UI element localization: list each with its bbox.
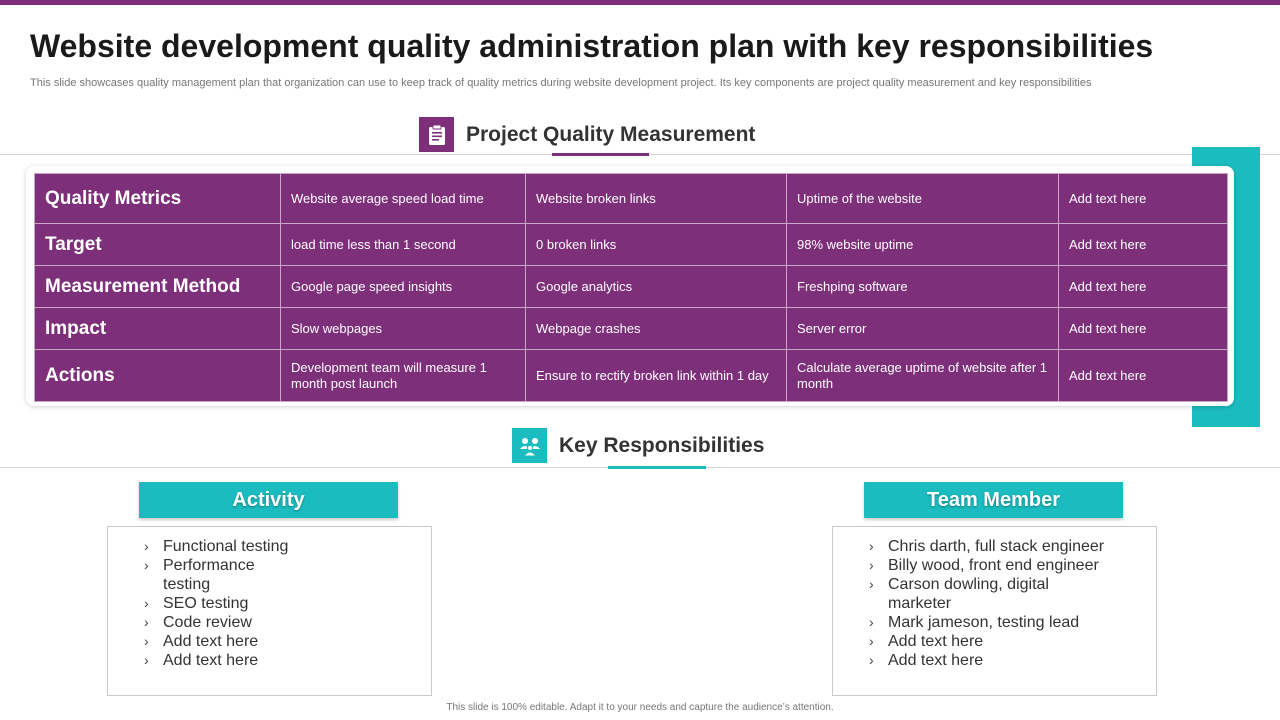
table-cell: Ensure to rectify broken link within 1 day	[526, 350, 787, 402]
team-member-list	[833, 527, 1156, 670]
quality-section-header	[419, 117, 755, 152]
chevron-right-icon: ›	[144, 652, 149, 668]
activity-list-box	[107, 526, 432, 696]
row-header: Quality Metrics	[35, 174, 281, 224]
list-item: › Code review	[144, 614, 252, 631]
table-cell: Google page speed insights	[281, 266, 526, 308]
activity-list	[108, 527, 431, 670]
row-header: Target	[35, 224, 281, 266]
table-cell: Uptime of the website	[787, 174, 1059, 224]
table-cell: 98% website uptime	[787, 224, 1059, 266]
table-cell: Webpage crashes	[526, 308, 787, 350]
chevron-right-icon: ›	[869, 538, 874, 554]
quality-title-underline	[552, 153, 649, 156]
chevron-right-icon: ›	[144, 595, 149, 611]
table-cell: Add text here	[1059, 308, 1228, 350]
list-item: › Add text here	[869, 633, 984, 650]
chevron-right-icon: ›	[869, 614, 874, 630]
chevron-right-icon: ›	[144, 614, 149, 630]
table-cell: 0 broken links	[526, 224, 787, 266]
responsibilities-section-header	[512, 428, 764, 463]
table-row	[35, 308, 1228, 350]
table-row	[35, 350, 1228, 402]
table-cell: Website broken links	[526, 174, 787, 224]
chevron-right-icon: ›	[869, 557, 874, 573]
row-header: Measurement Method	[35, 266, 281, 308]
list-item: › Chris darth, full stack engineer	[869, 538, 1105, 555]
table-cell: load time less than 1 second	[281, 224, 526, 266]
table-row	[35, 174, 1228, 224]
row-header: Actions	[35, 350, 281, 402]
list-item: › SEO testing	[144, 595, 249, 612]
table-cell: Add text here	[1059, 224, 1228, 266]
list-item: › Add text here	[144, 652, 259, 669]
team-member-list-box	[832, 526, 1157, 696]
footer-note: This slide is 100% editable. Adapt it to your needs and capture the audience’s attention.	[446, 702, 834, 713]
table-cell: Add text here	[1059, 350, 1228, 402]
table-cell: Add text here	[1059, 266, 1228, 308]
table-row	[35, 224, 1228, 266]
list-item: › Performance testing	[144, 557, 255, 593]
table-cell: Google analytics	[526, 266, 787, 308]
table-row	[35, 266, 1228, 308]
clipboard-icon	[419, 117, 454, 152]
responsibilities-section-title: Key Responsibilities	[559, 433, 765, 457]
chevron-right-icon: ›	[869, 633, 874, 649]
list-item: › Billy wood, front end engineer	[869, 557, 1099, 574]
table-cell: Development team will measure 1 month post launch	[281, 350, 526, 402]
table-cell: Server error	[787, 308, 1059, 350]
activity-header: Activity	[139, 482, 398, 518]
chevron-right-icon: ›	[144, 633, 149, 649]
top-accent-bar	[0, 0, 1280, 5]
row-header: Impact	[35, 308, 281, 350]
chevron-right-icon: ›	[144, 538, 149, 554]
table-cell: Freshping software	[787, 266, 1059, 308]
chevron-right-icon: ›	[869, 576, 874, 592]
table-cell: Slow webpages	[281, 308, 526, 350]
table-cell: Calculate average uptime of website after 1 month	[787, 350, 1059, 402]
list-item: › Carson dowling, digital marketer	[869, 576, 1049, 612]
team-icon	[512, 428, 547, 463]
team-member-header: Team Member	[864, 482, 1123, 518]
chevron-right-icon: ›	[869, 652, 874, 668]
list-item: › Functional testing	[144, 538, 289, 555]
responsibilities-title-underline	[608, 466, 706, 469]
list-item: › Add text here	[869, 652, 984, 669]
page-subtitle: This slide showcases quality management plan that organization can use to keep track of quality metrics during website development project. Its key components are project quality measurement and key responsibilities	[30, 77, 1092, 89]
chevron-right-icon: ›	[144, 557, 149, 573]
table-cell: Add text here	[1059, 174, 1228, 224]
list-item: › Add text here	[144, 633, 259, 650]
quality-measurement-table	[34, 173, 1228, 402]
table-cell: Website average speed load time	[281, 174, 526, 224]
page-title: Website development quality administration plan with key responsibilities	[30, 28, 1154, 64]
quality-section-title: Project Quality Measurement	[466, 122, 756, 146]
list-item: › Mark jameson, testing lead	[869, 614, 1080, 631]
